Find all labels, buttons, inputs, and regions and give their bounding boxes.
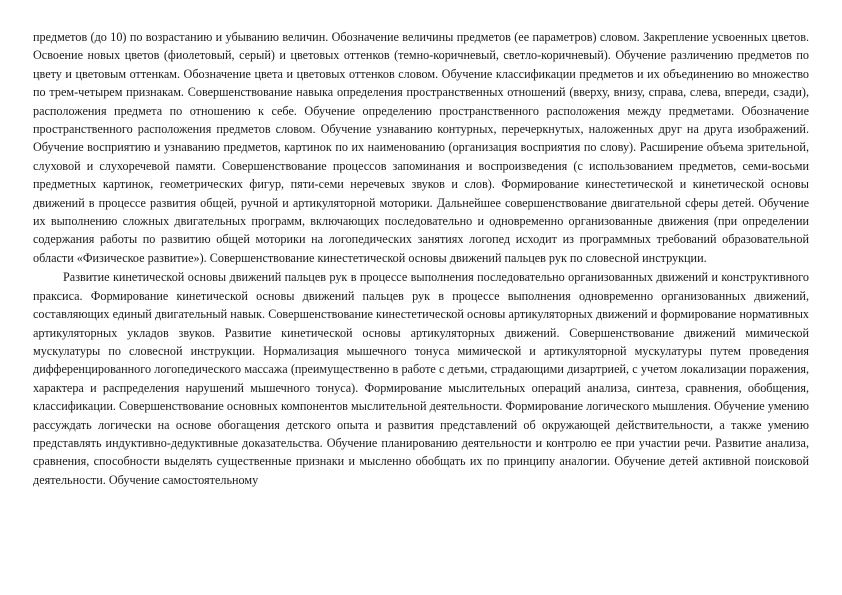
paragraph-2: Развитие кинетической основы движений пальцев рук в процессе выполнения последовательно организованных движений и конструктивного праксиса. Формирование кинетической основы движений пальцев рук в процессе выполнения одновременно организованных движений, составляющих единый двигательный навык. Совершенствование кинестетической основы артикуляторных движений и формирование нормативных артикуляторных укладов звуков. Развитие кинетической основы артикуляторных движений. Совершенствование движений мимической мускулатуры по словесной инструкции. Нормализация мышечного тонуса мимической и артикуляторной мускулатуры путем проведения дифференцированного логопедического массажа (преимущественно в работе с детьми, страдающими дизартрией, с учетом локализации поражения, характера и распределения нарушений мышечного тонуса). Формирование мыслительных операций анализа, синтеза, сравнения, обобщения, классификации. Совершенствование основных компонентов мыслительной деятельности. Формирование логического мышления. Обучение умению рассуждать логически на основе обогащения детского опыта и развития представлений об окружающей действительности, а также умению представлять индуктивно-дедуктивные доказательства. Обучение планированию деятельности и контролю ее при участии речи. Развитие анализа, сравнения, способности выделять существенные признаки и мысленно обобщать их по принципу аналогии. Обучение детей активной поисковой деятельности. Обучение самостоятельному bbox=[33, 270, 809, 487]
document-page bbox=[33, 28, 809, 568]
paragraph-1: предметов (до 10) по возрастанию и убыванию величин. Обозначение величины предметов (ее параметров) словом. Закрепление усвоенных цветов. Освоение новых цветов (фиолетовый, серый) и цветовых оттенков (темно-коричневый, светло-коричневый). Обучение различению предметов по цвету и цветовым оттенкам. Обозначение цвета и цветовых оттенков словом. Обучение классификации предметов и их объединению во множество по трем-четырем признакам. Совершенствование навыка определения пространственных отношений (вверху, внизу, справа, слева, впереди, сзади), расположения предмета по отношению к себе. Обучение определению пространственного расположения между предметами. Обозначение пространственного расположения предметов словом. Обучение узнаванию контурных, перечеркнутых, наложенных друг на друга изображений. Обучение восприятию и узнаванию предметов, картинок по их наименованию (организация восприятия по слову). Расширение объема зрительной, слуховой и слухоречевой памяти. Совершенствование процессов запоминания и воспроизведения (с использованием предметов, семи-восьми предметных картинок, геометрических фигур, пяти-семи неречевых звуков и слов). Формирование кинестетической и кинетической основы движений в процессе развития общей, ручной и артикуляторной моторики. Дальнейшее совершенствование двигательной сферы детей. Обучение их выполнению сложных двигательных программ, включающих последовательно и одновременно организованные движения (при определении содержания работы по развитию общей моторики на логопедических занятиях логопед исходит из программных требований образовательной области «Физическое развитие»). Совершенствование кинестетической основы движений пальцев рук по словесной инструкции. bbox=[33, 30, 809, 265]
